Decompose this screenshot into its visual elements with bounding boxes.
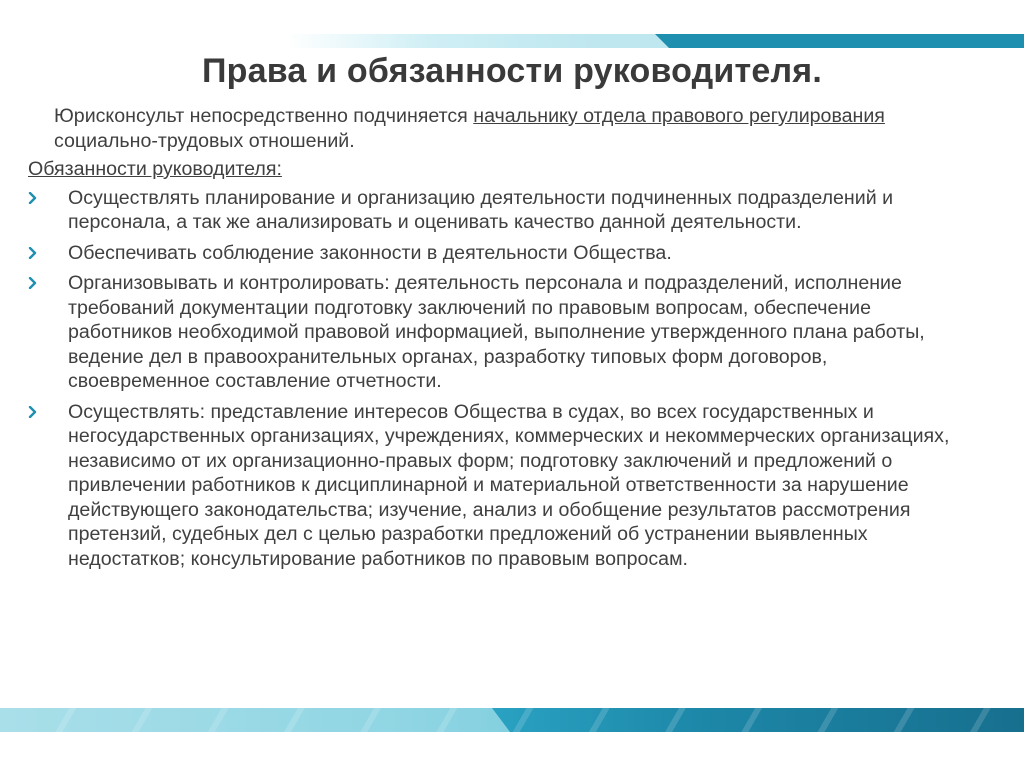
chevron-right-icon (28, 406, 38, 418)
list-item-text: Осуществлять планирование и организацию деятельности подчиненных подразделений и персонала, а так же анализировать и оценивать качество данной деятельности. (68, 186, 894, 233)
list-item-text: Организовывать и контролировать: деятельность персонала и подразделений, исполнение требований документации подготовку заключений по правовым вопросам, обеспечение работников необходимой правовой информацией, выполнение утвержденного плана работы, ведение дел в правоохранительных органах, разработку типовых форм договоров, своевременное составление отчетности. (68, 272, 925, 392)
intro-underlined-text: начальнику отдела правового регулирования (473, 105, 885, 127)
duties-list (28, 186, 958, 572)
list-item (28, 186, 958, 235)
duties-heading: Обязанности руководителя: (28, 158, 282, 180)
list-item-text: Обеспечивать соблюдение законности в деятельности Общества. (68, 241, 672, 264)
top-decor-accent (655, 34, 1024, 48)
list-item-text: Осуществлять: представление интересов Общества в судах, во всех государственных и негосударственных организациях, учреждениях, коммерческих и некоммерческих организациях, независимо от их организационно-правых форм; подготовку заключений и предложений о привлечении работников к дисциплинарной и материальной ответственности за нарушение действующего законодательства; изучение, анализ и обобщение результатов рассмотрения претензий, судебных дел с целью разработки предложений об устранении выявленных недостатков; консультирование работников по правовым вопросам. (68, 400, 950, 570)
chevron-right-icon (28, 247, 38, 259)
intro-text-before: Юрисконсульт непосредственно подчиняется (54, 105, 474, 127)
chevron-right-icon (28, 192, 38, 204)
list-item (28, 241, 958, 266)
slide-body (28, 104, 958, 577)
list-item (28, 400, 958, 572)
slide-title: Права и обязанности руководителя. (202, 52, 822, 90)
list-item (28, 271, 958, 394)
intro-text-after: социально-трудовых отношений. (54, 129, 355, 152)
bottom-decor-stripes (0, 708, 1024, 732)
intro-paragraph (54, 104, 958, 153)
chevron-right-icon (28, 277, 38, 289)
